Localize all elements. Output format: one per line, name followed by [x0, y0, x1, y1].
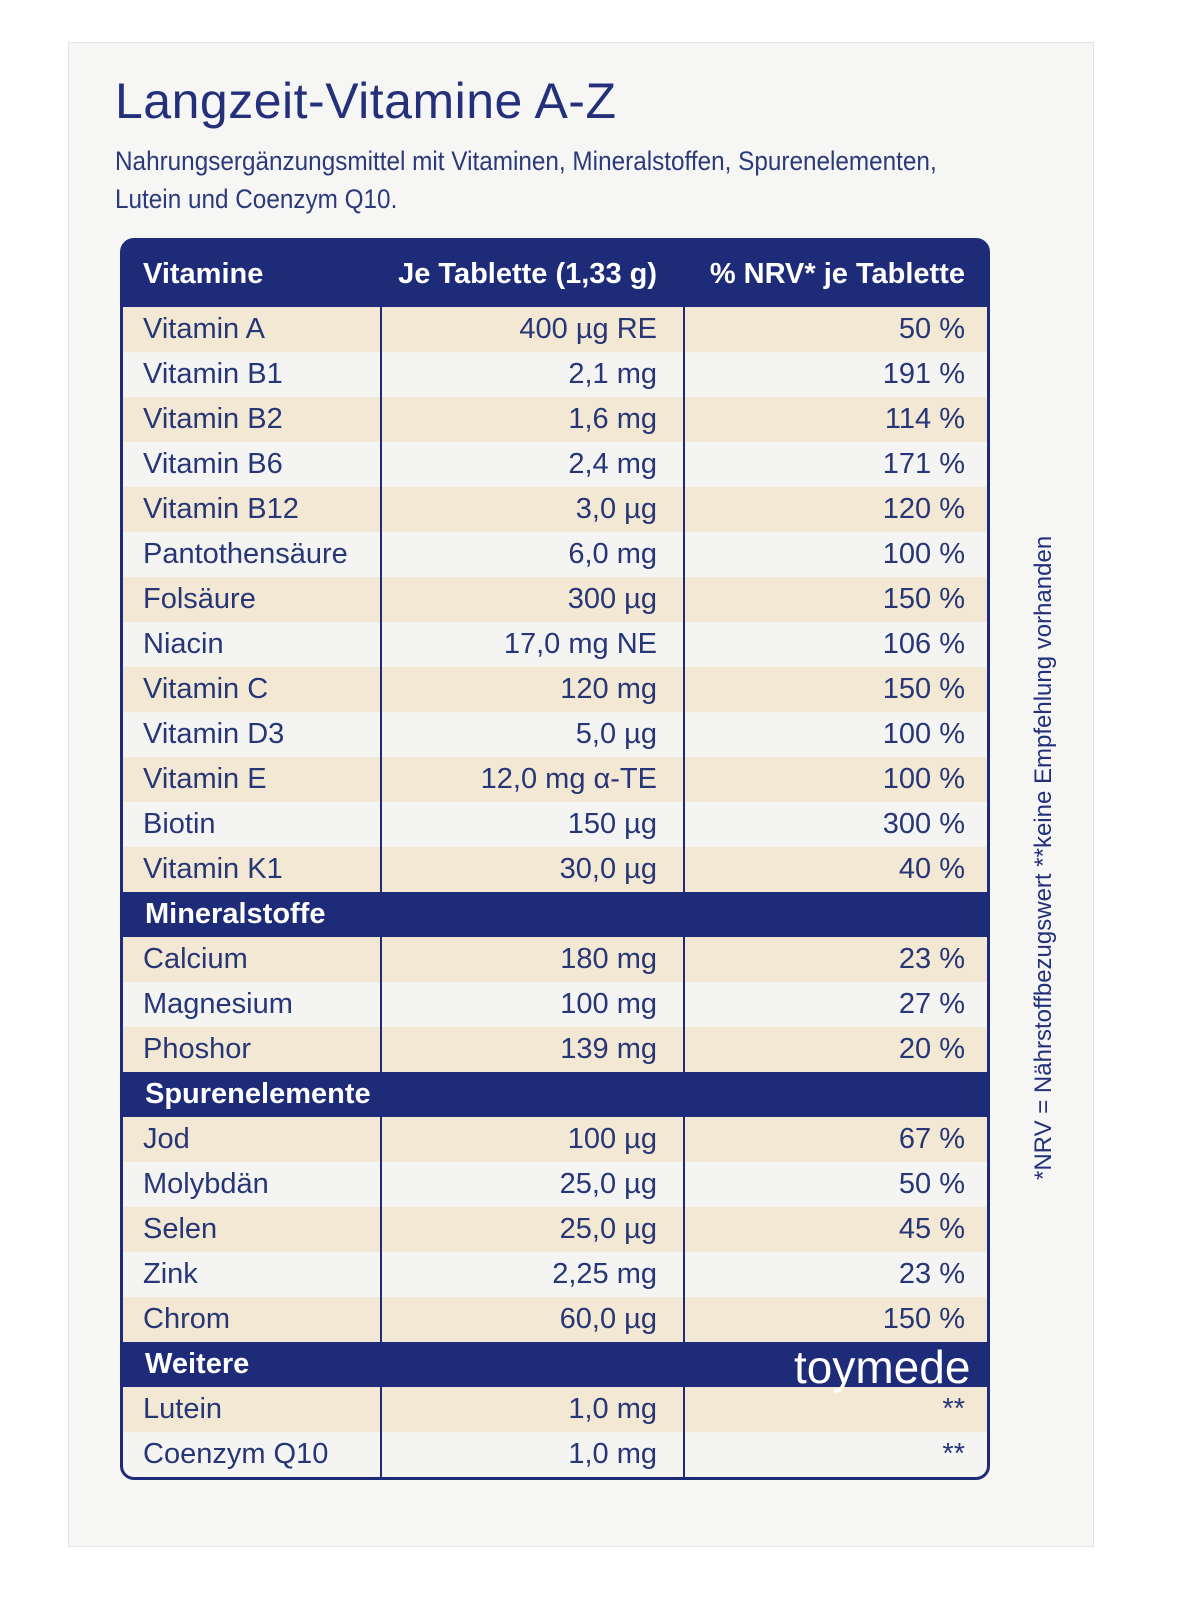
- amount-per-tablet: 12,0 mg α-TE: [380, 757, 683, 802]
- amount-per-tablet: 150 µg: [380, 802, 683, 847]
- table-row: [123, 757, 987, 802]
- amount-per-tablet: 1,6 mg: [380, 397, 683, 442]
- nrv-percent: 171 %: [683, 442, 987, 487]
- nutrient-name: Zink: [143, 1258, 198, 1290]
- amount-per-tablet: 2,1 mg: [380, 352, 683, 397]
- amount-per-tablet: 139 mg: [380, 1027, 683, 1072]
- table-row: [123, 937, 987, 982]
- amount-per-tablet: 5,0 µg: [380, 712, 683, 757]
- table-row: [123, 622, 987, 667]
- nrv-percent: 27 %: [683, 982, 987, 1027]
- product-description: [115, 142, 937, 218]
- nrv-percent: 150 %: [683, 1297, 987, 1342]
- table-row: [123, 532, 987, 577]
- nrv-percent: 67 %: [683, 1117, 987, 1162]
- nutrient-name: Phoshor: [143, 1033, 252, 1065]
- table-row: [123, 487, 987, 532]
- table-row: [123, 1162, 987, 1207]
- table-row: [123, 442, 987, 487]
- nutrient-name: Pantothensäure: [143, 538, 348, 570]
- header-nrv: % NRV* je Tablette: [709, 257, 965, 290]
- nrv-percent: 150 %: [683, 667, 987, 712]
- nutrition-table: [120, 238, 990, 1480]
- table-header: [123, 241, 987, 307]
- nutrient-name: Molybdän: [143, 1168, 269, 1200]
- nrv-percent: 23 %: [683, 937, 987, 982]
- nrv-percent: 191 %: [683, 352, 987, 397]
- nrv-percent: 45 %: [683, 1207, 987, 1252]
- nrv-percent: 40 %: [683, 847, 987, 892]
- nrv-percent: 106 %: [683, 622, 987, 667]
- table-row: [123, 802, 987, 847]
- nrv-percent: 100 %: [683, 532, 987, 577]
- amount-per-tablet: 100 mg: [380, 982, 683, 1027]
- nutrient-name: Vitamin D3: [143, 718, 285, 750]
- table-row: [123, 1252, 987, 1297]
- amount-per-tablet: 100 µg: [380, 1117, 683, 1162]
- watermark: toymede: [794, 1341, 971, 1393]
- table-row: [123, 307, 987, 352]
- nrv-percent: 300 %: [683, 802, 987, 847]
- nutrient-name: Lutein: [143, 1393, 223, 1425]
- table-row: [123, 1207, 987, 1252]
- nutrient-name: Chrom: [143, 1303, 231, 1335]
- table-row: [123, 667, 987, 712]
- section-weitere: Weitere: [123, 1342, 987, 1387]
- amount-per-tablet: 60,0 µg: [380, 1297, 683, 1342]
- table-row: [123, 982, 987, 1027]
- section-spurenelemente: Spurenelemente: [123, 1072, 987, 1117]
- nutrient-name: Magnesium: [143, 988, 293, 1020]
- section-mineralstoffe: Mineralstoffe: [123, 892, 987, 937]
- nutrient-name: Vitamin C: [143, 673, 269, 705]
- description-line-2: Lutein und Coenzym Q10.: [115, 184, 398, 214]
- nutrient-name: Niacin: [143, 628, 224, 660]
- nrv-percent: 100 %: [683, 712, 987, 757]
- table-row: [123, 397, 987, 442]
- table-row: [123, 1027, 987, 1072]
- nrv-percent: **: [683, 1387, 987, 1432]
- amount-per-tablet: 17,0 mg NE: [380, 622, 683, 667]
- nrv-percent: 50 %: [683, 307, 987, 352]
- nutrient-name: Biotin: [143, 808, 216, 840]
- table-row: [123, 352, 987, 397]
- amount-per-tablet: 400 µg RE: [380, 307, 683, 352]
- nrv-percent: 23 %: [683, 1252, 987, 1297]
- table-row: [123, 1117, 987, 1162]
- product-title: Langzeit-Vitamine A-Z: [115, 73, 617, 129]
- table-row: [123, 847, 987, 892]
- nrv-percent: 114 %: [683, 397, 987, 442]
- nutrient-name: Coenzym Q10: [143, 1438, 329, 1470]
- nrv-percent: 50 %: [683, 1162, 987, 1207]
- description-line-1: Nahrungsergänzungsmittel mit Vitaminen, Mineralstoffen, Spurenelementen,: [115, 146, 937, 176]
- amount-per-tablet: 1,0 mg: [380, 1387, 683, 1432]
- amount-per-tablet: 120 mg: [380, 667, 683, 712]
- table-row: [123, 577, 987, 622]
- amount-per-tablet: 180 mg: [380, 937, 683, 982]
- nrv-percent: **: [683, 1432, 987, 1477]
- nrv-footnote: *NRV = Nährstoffbezugswert **keine Empfehlung vorhanden: [1030, 535, 1057, 1180]
- amount-per-tablet: 25,0 µg: [380, 1207, 683, 1252]
- table-row: [123, 1432, 987, 1477]
- amount-per-tablet: 25,0 µg: [380, 1162, 683, 1207]
- minerals-group: [123, 937, 987, 1072]
- trace-group: [123, 1117, 987, 1342]
- nrv-percent: 20 %: [683, 1027, 987, 1072]
- header-vitamine: Vitamine: [143, 257, 264, 290]
- nutrient-name: Vitamin K1: [143, 853, 283, 885]
- nrv-percent: 100 %: [683, 757, 987, 802]
- vitamins-group: [123, 307, 987, 892]
- nutrient-name: Vitamin A: [143, 313, 265, 345]
- amount-per-tablet: 1,0 mg: [380, 1432, 683, 1477]
- nutrient-name: Vitamin B6: [143, 448, 283, 480]
- nrv-percent: 150 %: [683, 577, 987, 622]
- table-row: [123, 712, 987, 757]
- amount-per-tablet: 2,4 mg: [380, 442, 683, 487]
- nutrient-name: Vitamin B12: [143, 493, 299, 525]
- nutrient-name: Folsäure: [143, 583, 256, 615]
- other-group: [123, 1387, 987, 1477]
- amount-per-tablet: 30,0 µg: [380, 847, 683, 892]
- nutrient-name: Calcium: [143, 943, 248, 975]
- amount-per-tablet: 300 µg: [380, 577, 683, 622]
- nutrient-name: Vitamin B1: [143, 358, 283, 390]
- nutrient-name: Vitamin B2: [143, 403, 283, 435]
- nutrient-name: Jod: [143, 1123, 190, 1155]
- nutrient-name: Selen: [143, 1213, 218, 1245]
- nrv-percent: 120 %: [683, 487, 987, 532]
- amount-per-tablet: 2,25 mg: [380, 1252, 683, 1297]
- table-row: [123, 1297, 987, 1342]
- nutrient-name: Vitamin E: [143, 763, 267, 795]
- amount-per-tablet: 3,0 µg: [380, 487, 683, 532]
- header-je-tablette: Je Tablette (1,33 g): [398, 257, 657, 290]
- amount-per-tablet: 6,0 mg: [380, 532, 683, 577]
